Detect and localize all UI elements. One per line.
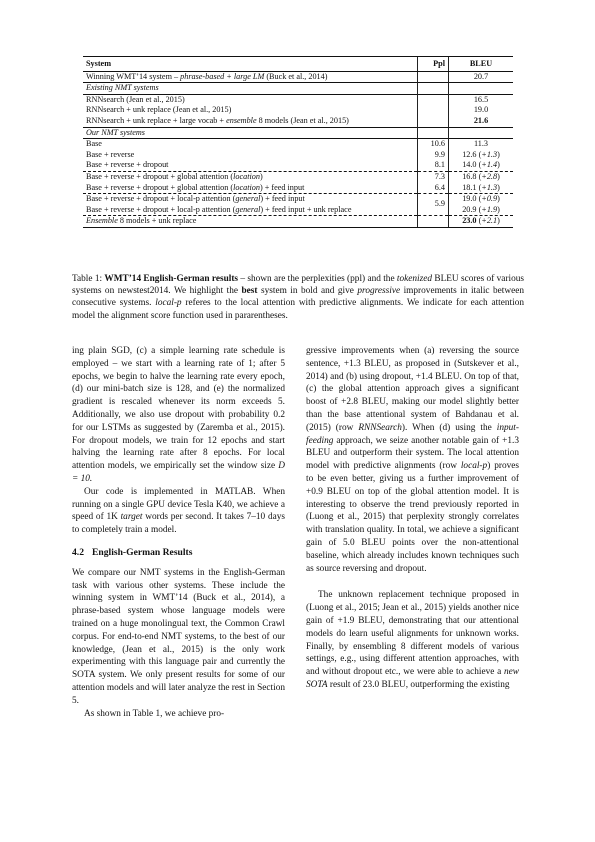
paragraph-text: The unknown replacement technique proposed in (Luong et al., 2015; Jean et al., 2015) yields another nice gain of +1.9 BLEU, demonstrating that our attentional models do learn useful alignments for unknown works. Finally, by ensembling 8 different models of various settings, e.g., using different attention approaches, with and without dropout etc., we were able to achieve a bbox=[306, 590, 519, 678]
paragraph-italic: input-feeding bbox=[306, 422, 519, 446]
system-text: Base + reverse + dropout + global attention ( bbox=[86, 171, 234, 181]
bleu-gain: +1.3 bbox=[481, 149, 498, 159]
ppl-cell bbox=[418, 71, 449, 83]
ppl-cell: 6.4 bbox=[418, 183, 449, 194]
paragraph bbox=[72, 345, 285, 486]
system-italic: ensemble bbox=[226, 115, 257, 125]
system-cell: RNNsearch + unk replace (Jean et al., 2015) bbox=[86, 105, 232, 115]
paren: ) bbox=[497, 194, 500, 204]
paragraph-italic: new SOTA bbox=[306, 667, 519, 690]
table-row bbox=[83, 116, 513, 127]
section-title: English-German Results bbox=[92, 546, 193, 558]
table-row bbox=[83, 194, 513, 205]
table-row bbox=[83, 183, 513, 194]
caption-label: Table 1: bbox=[72, 274, 105, 284]
bleu-cell bbox=[449, 183, 514, 194]
system-cell: Base + reverse bbox=[86, 149, 135, 159]
ppl-cell: 5.9 bbox=[418, 194, 449, 216]
ppl-cell bbox=[418, 127, 449, 139]
bleu-gain: +1.3 bbox=[481, 182, 498, 192]
paren: ) bbox=[497, 171, 500, 181]
bleu-cell: 20.7 bbox=[449, 71, 514, 83]
paren: ) bbox=[497, 204, 500, 214]
system-italic: general bbox=[235, 194, 261, 204]
bleu-cell bbox=[449, 216, 514, 228]
caption-text: BLEU scores of various systems on newstest2014. We highlight the bbox=[72, 274, 524, 297]
paragraph-text: ) proves to be even better, giving us a further improvement of +0.9 BLEU on top of the global attention model. It is interesting to observe the trend previously reported in (Luong et al., 2015) that perplexity strongly correlates with translation quality. In total, we achieve a significant gain of 5.0 BLEU points over the non-attentional baseline, which already includes known techniques such as source reversing and dropout. bbox=[306, 461, 519, 574]
system-text: ) + feed input + unk replace bbox=[260, 204, 352, 214]
section-row-existing bbox=[83, 83, 513, 95]
bleu-gain: +2.8 bbox=[481, 171, 498, 181]
system-citation: 8 models (Jean et al., 2015) bbox=[256, 115, 349, 125]
system-cell: RNNsearch (Jean et al., 2015) bbox=[83, 94, 418, 105]
table-caption bbox=[72, 273, 524, 322]
paragraph-text: words per second. It takes 7–10 days to completely train a model. bbox=[72, 512, 286, 536]
bleu-value: 20.9 ( bbox=[462, 204, 482, 214]
paren: ) bbox=[497, 216, 500, 226]
bleu-best-existing: 21.6 bbox=[473, 115, 489, 125]
bleu-gain: +2.1 bbox=[481, 216, 498, 226]
system-text: ) + feed input bbox=[260, 194, 305, 204]
caption-text: system in bold and give bbox=[257, 286, 358, 297]
paragraph: As shown in Table 1, we achieve pro- bbox=[84, 708, 225, 719]
system-cell bbox=[83, 71, 418, 83]
caption-bold: best bbox=[241, 286, 258, 297]
math-inline: D = 10. bbox=[72, 461, 285, 484]
bleu-value: 19.0 ( bbox=[462, 194, 482, 204]
caption-text: – shown are the perplexities (ppl) and the bbox=[238, 274, 397, 284]
paragraph-text: approach, we seize another notable gain of +1.3 BLEU and outperform their system. The local attention model with predictive alignments (row bbox=[306, 435, 519, 472]
system-cell: Base bbox=[83, 139, 418, 150]
paragraph-italic: local-p bbox=[460, 461, 488, 472]
bleu-cell bbox=[449, 160, 514, 171]
paragraph-italic: RNNSearch bbox=[358, 422, 402, 433]
system-cell: Base + reverse + dropout bbox=[86, 160, 169, 170]
table-header-row bbox=[83, 57, 513, 72]
ppl-cell: 10.6 bbox=[418, 139, 449, 150]
caption-italic: local-p bbox=[155, 298, 182, 309]
bleu-cell bbox=[449, 171, 514, 182]
results-table bbox=[83, 56, 513, 228]
bleu-value: 16.8 ( bbox=[462, 171, 482, 181]
paren: ) bbox=[497, 160, 500, 170]
system-citation: (Buck et al., 2014) bbox=[264, 71, 328, 81]
system-text: Base + reverse + dropout + local-p attention ( bbox=[86, 204, 236, 214]
bleu-gain: +1.4 bbox=[481, 160, 498, 170]
bleu-best: 23.0 bbox=[462, 216, 477, 226]
table-row bbox=[83, 94, 513, 105]
paragraph-italic: target bbox=[120, 512, 143, 523]
system-text: Base + reverse + dropout + global attention ( bbox=[86, 182, 234, 192]
system-text: Base + reverse + dropout + local-p attention ( bbox=[86, 194, 236, 204]
paren: ) bbox=[497, 149, 500, 159]
paren: ) bbox=[497, 182, 500, 192]
ppl-cell: 9.9 bbox=[418, 150, 449, 161]
ppl-cell bbox=[418, 116, 449, 127]
table-row-ensemble bbox=[83, 216, 513, 228]
caption-italic: progressive bbox=[357, 286, 401, 297]
section-label: Our NMT systems bbox=[83, 127, 418, 139]
bleu-cell: 11.3 bbox=[449, 139, 514, 150]
system-cell bbox=[83, 216, 418, 228]
system-cell bbox=[83, 171, 418, 182]
ppl-cell: 8.1 bbox=[418, 160, 449, 171]
system-text: 8 models + unk replace bbox=[117, 216, 197, 226]
bleu-cell bbox=[449, 116, 514, 127]
left-column bbox=[72, 345, 285, 720]
paragraph-text: ing plain SGD, (c) a simple learning rate schedule is employed – we start with a learning rate of 1; after 5 epochs, we begin to halve the learning rate every epoch, (d) our mini-batch size is 128, and (e) the normalized gradient is rescaled whenever its norm exceeds 5. Additionally, we also use dropout with probability 0.2 for our LSTMs as suggested by (Zaremba et al., 2015). For dropout models, we train for 12 epochs and start halving the learning rate after 8 epochs. For local attention models, we empirically set the window size bbox=[72, 346, 285, 472]
bleu-cell bbox=[449, 150, 514, 161]
system-cell bbox=[83, 116, 418, 127]
ppl-cell bbox=[418, 94, 449, 105]
ppl-cell bbox=[418, 216, 449, 228]
bleu-cell: 19.0 bbox=[449, 105, 514, 116]
system-italic: location bbox=[233, 171, 260, 181]
table-row bbox=[83, 171, 513, 182]
system-italic: general bbox=[235, 204, 261, 214]
system-cell bbox=[83, 194, 418, 205]
caption-text: improvements in italic between consecutive systems. bbox=[72, 286, 525, 309]
ppl-cell bbox=[418, 105, 449, 116]
table-row bbox=[83, 139, 513, 150]
system-cell bbox=[83, 205, 418, 216]
system-text: ) + feed input bbox=[259, 182, 305, 192]
caption-title: WMT’14 English-German results bbox=[104, 274, 239, 284]
header-system: System bbox=[83, 57, 418, 72]
paragraph bbox=[306, 345, 519, 575]
ppl-cell: 7.3 bbox=[418, 171, 449, 182]
paragraph-text: gressive improvements when (a) reversing the source sentence, +1.3 BLEU, as proposed in (Sutskever et al., 2014) and (b) using dropout, +1.4 BLEU. On top of that, (c) the global attention approach gives a significant boost of +2.8 BLEU, making our model slightly better than the base attentional system of Bahdanau et al. (2015) (row bbox=[306, 346, 519, 433]
paragraph-text: ). When (d) using the bbox=[401, 422, 497, 433]
section-row-ours bbox=[83, 127, 513, 139]
header-bleu: BLEU bbox=[449, 57, 514, 72]
table-row bbox=[83, 160, 513, 171]
paragraph-text: result of 23.0 BLEU, outperforming the existing bbox=[327, 679, 510, 690]
section-label: Existing NMT systems bbox=[83, 83, 418, 95]
table-row bbox=[83, 105, 513, 116]
caption-text: referes to the local attention with predictive alignments. We indicate for each attention model the alignment score function used in pararentheses. bbox=[72, 298, 524, 321]
bleu-cell bbox=[449, 194, 514, 205]
bleu-gain: +0.9 bbox=[481, 194, 498, 204]
paragraph bbox=[306, 589, 519, 691]
table-row bbox=[83, 205, 513, 216]
paren: ( bbox=[476, 216, 482, 226]
system-italic: Ensemble bbox=[86, 216, 118, 226]
system-text: ) bbox=[259, 171, 263, 181]
header-ppl: Ppl bbox=[418, 57, 449, 72]
right-column bbox=[306, 345, 519, 692]
bleu-cell bbox=[449, 127, 514, 139]
system-cell bbox=[83, 183, 418, 194]
caption-italic: tokenized bbox=[396, 274, 433, 284]
table-row bbox=[83, 150, 513, 161]
paragraph-text: Our code is implemented in MATLAB. When running on a single GPU device Tesla K40, we achieve a speed of 1K bbox=[72, 486, 285, 523]
system-italic: phrase-based + large LM bbox=[180, 71, 265, 81]
bleu-value: 18.1 ( bbox=[462, 182, 482, 192]
bleu-gain: +1.9 bbox=[481, 204, 498, 214]
paragraph: We compare our NMT systems in the English-German task with various other systems. These include the winning system in WMT’14 (Buck et al., 2014), a phrase-based system whose language models were trained on a huge monolingual text, the Common Crawl corpus. For end-to-end NMT systems, to the best of our knowledge, (Jean et al., 2015) is the only work experimenting with this language pair and currently the SOTA system. We only present results for some of our attention models and will later analyze the rest in Section 5. bbox=[72, 567, 285, 706]
section-number: 4.2 bbox=[72, 546, 84, 558]
section-heading bbox=[72, 547, 285, 560]
bleu-value: 12.6 ( bbox=[462, 149, 482, 159]
ppl-cell bbox=[418, 83, 449, 95]
table-row-winning bbox=[83, 71, 513, 83]
bleu-cell bbox=[449, 83, 514, 95]
system-text: RNNsearch + unk replace + large vocab + bbox=[86, 115, 227, 125]
bleu-cell: 16.5 bbox=[449, 94, 514, 105]
paragraph bbox=[72, 486, 285, 537]
bleu-cell bbox=[449, 205, 514, 216]
system-italic: location bbox=[233, 182, 260, 192]
bleu-value: 14.0 ( bbox=[462, 160, 482, 170]
system-text: Winning WMT’14 system – bbox=[86, 71, 181, 81]
